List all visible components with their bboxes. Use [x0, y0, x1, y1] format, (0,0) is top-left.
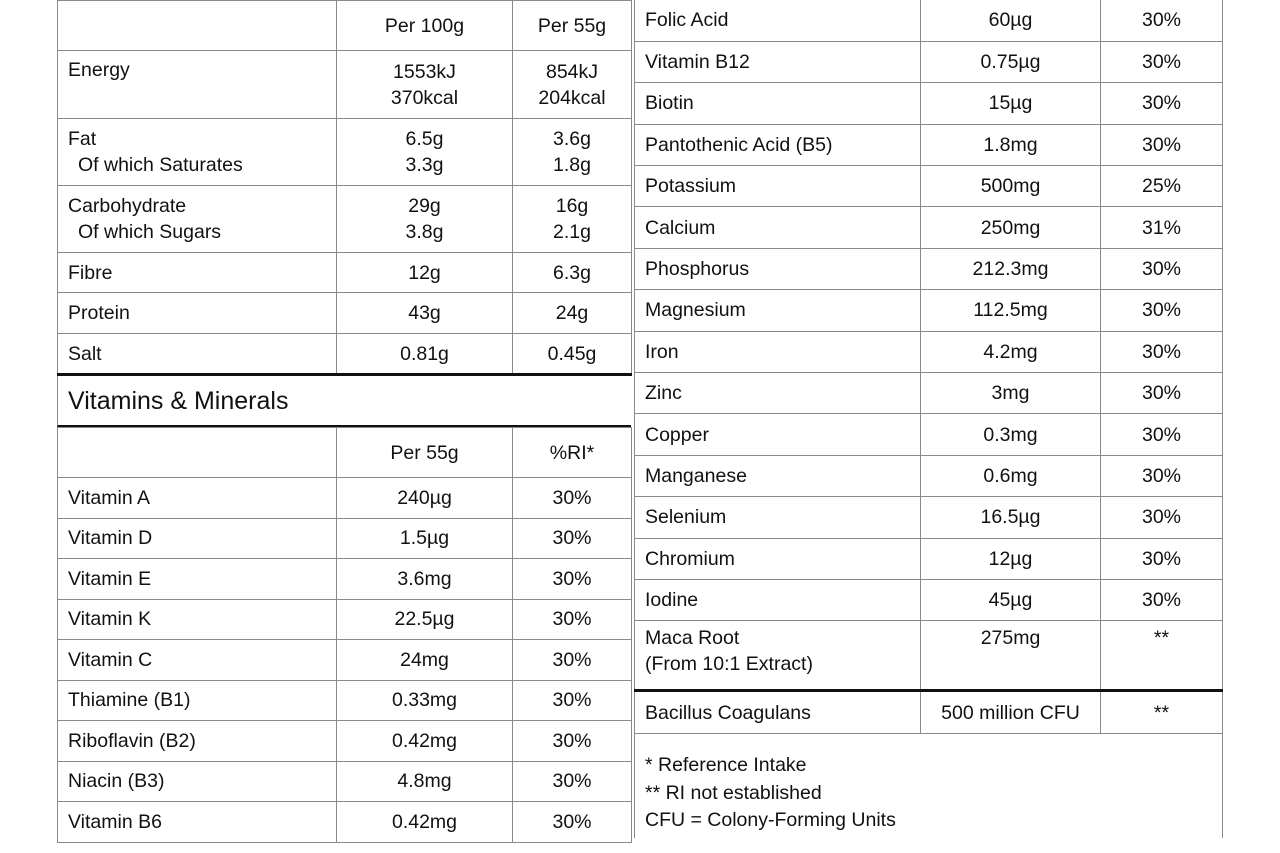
value-line: 16g: [555, 195, 589, 217]
amount-value: 4.8mg: [337, 761, 513, 802]
ri-value: 30%: [513, 761, 632, 802]
vitamin-row: [58, 721, 632, 762]
nutrient-label: Magnesium: [635, 290, 921, 331]
amount-value: 1.5µg: [337, 518, 513, 559]
nutrient-label: Iodine: [635, 579, 921, 620]
nutrient-label: Vitamin C: [58, 640, 337, 681]
header-per-55g: Per 55g: [337, 428, 513, 478]
nutrient-label: Manganese: [635, 455, 921, 496]
footnotes-row: [635, 734, 1223, 838]
nutrition-row-salt: [58, 334, 632, 375]
vitamin-row: [58, 680, 632, 721]
left-panel: [57, 0, 631, 843]
vitamin-row: [58, 559, 632, 600]
nutrient-label: Zinc: [635, 373, 921, 414]
per-100g-value: 12g: [337, 253, 513, 293]
amount-value: 60µg: [921, 0, 1101, 41]
ri-value: 30%: [1101, 373, 1223, 414]
amount-value: 3.6mg: [337, 559, 513, 600]
vitamin-row: [635, 290, 1223, 331]
per-100g-value: 0.81g: [337, 334, 513, 375]
nutrient-label: Fibre: [58, 253, 337, 293]
vitamin-row: [58, 802, 632, 843]
amount-value: 1.8mg: [921, 124, 1101, 165]
amount-value: 4.2mg: [921, 331, 1101, 372]
ri-value: 30%: [1101, 497, 1223, 538]
vitamins-header-row: [58, 428, 632, 478]
vitamin-row: [635, 414, 1223, 455]
per-100g-value: [337, 51, 513, 119]
ri-value: 30%: [1101, 83, 1223, 124]
footnote-reference-intake: * Reference Intake: [645, 754, 807, 777]
per-100g-value: 43g: [337, 293, 513, 334]
nutrient-label: Vitamin A: [58, 478, 337, 519]
vitamin-row: [635, 497, 1223, 538]
nutrient-label: Vitamin B12: [635, 41, 921, 82]
nutrient-label: Pantothenic Acid (B5): [635, 124, 921, 165]
nutrient-label: [635, 621, 921, 691]
nutrient-label: Potassium: [635, 166, 921, 207]
ri-value: 30%: [1101, 290, 1223, 331]
vitamin-row: [635, 538, 1223, 579]
value-line: 3.6g: [553, 128, 591, 150]
amount-value: 0.3mg: [921, 414, 1101, 455]
nutrient-label: Riboflavin (B2): [58, 721, 337, 762]
header-per-100g: Per 100g: [337, 1, 513, 51]
ri-value: 30%: [1101, 538, 1223, 579]
amount-value: 240µg: [337, 478, 513, 519]
nutrient-label: Niacin (B3): [58, 761, 337, 802]
vitamin-row: [635, 41, 1223, 82]
nutrient-sub-name: Of which Saturates: [78, 154, 243, 176]
vitamin-row: [58, 761, 632, 802]
ri-value: 30%: [1101, 0, 1223, 41]
nutrient-label: Biotin: [635, 83, 921, 124]
nutrient-name: Fat: [68, 128, 97, 150]
vitamin-row: [58, 518, 632, 559]
nutrient-label: Thiamine (B1): [58, 680, 337, 721]
vitamin-row: [635, 166, 1223, 207]
amount-value: 275mg: [921, 621, 1101, 691]
nutrition-row-fat: [58, 119, 632, 186]
amount-value: 0.6mg: [921, 455, 1101, 496]
ri-value: 30%: [513, 478, 632, 519]
ri-value: 30%: [1101, 124, 1223, 165]
nutrient-label: Iron: [635, 331, 921, 372]
nutrient-label: Bacillus Coagulans: [635, 691, 921, 734]
nutrient-label: Folic Acid: [635, 0, 921, 41]
vitamins-section-title: Vitamins & Minerals: [57, 376, 631, 427]
per-55g-value: [513, 51, 632, 119]
ri-value: **: [1101, 621, 1223, 691]
vitamin-row: [635, 83, 1223, 124]
per-100g-value: [337, 186, 513, 253]
value-line: 370kcal: [390, 86, 459, 109]
ri-value: 30%: [513, 721, 632, 762]
vitamin-row: [58, 478, 632, 519]
nutrition-row-fibre: [58, 253, 632, 293]
footnote-cfu: CFU = Colony-Forming Units: [645, 809, 896, 832]
vitamin-row: [635, 124, 1223, 165]
vitamin-row-maca-root: [635, 621, 1223, 691]
amount-value: 0.75µg: [921, 41, 1101, 82]
nutrient-label: Chromium: [635, 538, 921, 579]
nutrient-label: Energy: [58, 51, 337, 119]
amount-value: 250mg: [921, 207, 1101, 248]
ri-value: 30%: [1101, 248, 1223, 289]
nutrient-label: [58, 119, 337, 186]
nutrient-label: [58, 186, 337, 253]
per-55g-value: 6.3g: [513, 253, 632, 293]
vitamin-row: [635, 579, 1223, 620]
ri-value: 30%: [513, 559, 632, 600]
nutrient-label: Salt: [58, 334, 337, 375]
ri-value: 30%: [1101, 455, 1223, 496]
value-line: 3.3g: [405, 154, 444, 176]
nutrient-label: Vitamin D: [58, 518, 337, 559]
nutrient-sub-name: (From 10:1 Extract): [645, 653, 813, 676]
right-panel: [634, 0, 1222, 838]
amount-value: 0.42mg: [337, 721, 513, 762]
header-blank: [58, 428, 337, 478]
vitamin-row-bacillus: [635, 691, 1223, 734]
amount-value: 212.3mg: [921, 248, 1101, 289]
vitamin-row: [58, 640, 632, 681]
ri-value: 30%: [1101, 579, 1223, 620]
vitamin-row: [635, 0, 1223, 41]
value-line: 3.8g: [405, 221, 444, 243]
per-55g-value: 0.45g: [513, 334, 632, 375]
value-line: 6.5g: [405, 128, 444, 150]
value-line: 204kcal: [538, 86, 606, 109]
nutrition-header-row: [58, 1, 632, 51]
vitamins-right-rows: [635, 0, 1223, 621]
nutrient-name: Maca Root: [645, 627, 740, 650]
value-line: 2.1g: [553, 221, 591, 243]
header-blank: [58, 1, 337, 51]
nutrient-label: Vitamin E: [58, 559, 337, 600]
footnotes: [635, 734, 1223, 838]
ri-value: 31%: [1101, 207, 1223, 248]
vitamin-row: [635, 455, 1223, 496]
vitamin-row: [635, 331, 1223, 372]
amount-value: 16.5µg: [921, 497, 1101, 538]
nutrient-sub-name: Of which Sugars: [78, 221, 222, 243]
vitamin-row: [635, 373, 1223, 414]
nutrition-row-energy: [58, 51, 632, 119]
nutrition-table: [57, 0, 632, 376]
ri-value: 30%: [1101, 41, 1223, 82]
amount-value: 3mg: [921, 373, 1101, 414]
per-55g-value: [513, 119, 632, 186]
ri-value: 30%: [513, 518, 632, 559]
value-line: 854kJ: [545, 60, 599, 83]
nutrient-label: Vitamin K: [58, 599, 337, 640]
ri-value: **: [1101, 691, 1223, 734]
ri-value: 30%: [1101, 331, 1223, 372]
amount-value: 12µg: [921, 538, 1101, 579]
amount-value: 0.42mg: [337, 802, 513, 843]
nutrient-label: Phosphorus: [635, 248, 921, 289]
ri-value: 30%: [513, 680, 632, 721]
nutrient-label: Vitamin B6: [58, 802, 337, 843]
vitamin-row: [635, 207, 1223, 248]
nutrient-label: Calcium: [635, 207, 921, 248]
per-55g-value: 24g: [513, 293, 632, 334]
per-100g-value: [337, 119, 513, 186]
value-line: 1553kJ: [393, 60, 456, 83]
ri-value: 30%: [1101, 414, 1223, 455]
nutrition-row-carbohydrate: [58, 186, 632, 253]
ri-value: 25%: [1101, 166, 1223, 207]
vitamins-table-right: [634, 0, 1223, 838]
amount-value: 500 million CFU: [921, 691, 1101, 734]
ri-value: 30%: [513, 599, 632, 640]
ri-value: 30%: [513, 802, 632, 843]
amount-value: 22.5µg: [337, 599, 513, 640]
nutrient-label: Protein: [58, 293, 337, 334]
nutrition-row-protein: [58, 293, 632, 334]
nutrient-label: Selenium: [635, 497, 921, 538]
footnote-ri-not-established: ** RI not established: [645, 781, 822, 804]
vitamins-table-left: [57, 427, 632, 843]
vitamins-left-rows: [58, 478, 632, 843]
header-per-55g: Per 55g: [513, 1, 632, 51]
amount-value: 15µg: [921, 83, 1101, 124]
amount-value: 24mg: [337, 640, 513, 681]
amount-value: 0.33mg: [337, 680, 513, 721]
nutrient-label: Copper: [635, 414, 921, 455]
vitamin-row: [635, 248, 1223, 289]
nutrient-name: Carbohydrate: [68, 195, 187, 217]
amount-value: 500mg: [921, 166, 1101, 207]
amount-value: 112.5mg: [921, 290, 1101, 331]
header-ri: %RI*: [513, 428, 632, 478]
per-55g-value: [513, 186, 632, 253]
amount-value: 45µg: [921, 579, 1101, 620]
value-line: 29g: [408, 195, 441, 217]
ri-value: 30%: [513, 640, 632, 681]
vitamin-row: [58, 599, 632, 640]
value-line: 1.8g: [553, 154, 591, 176]
